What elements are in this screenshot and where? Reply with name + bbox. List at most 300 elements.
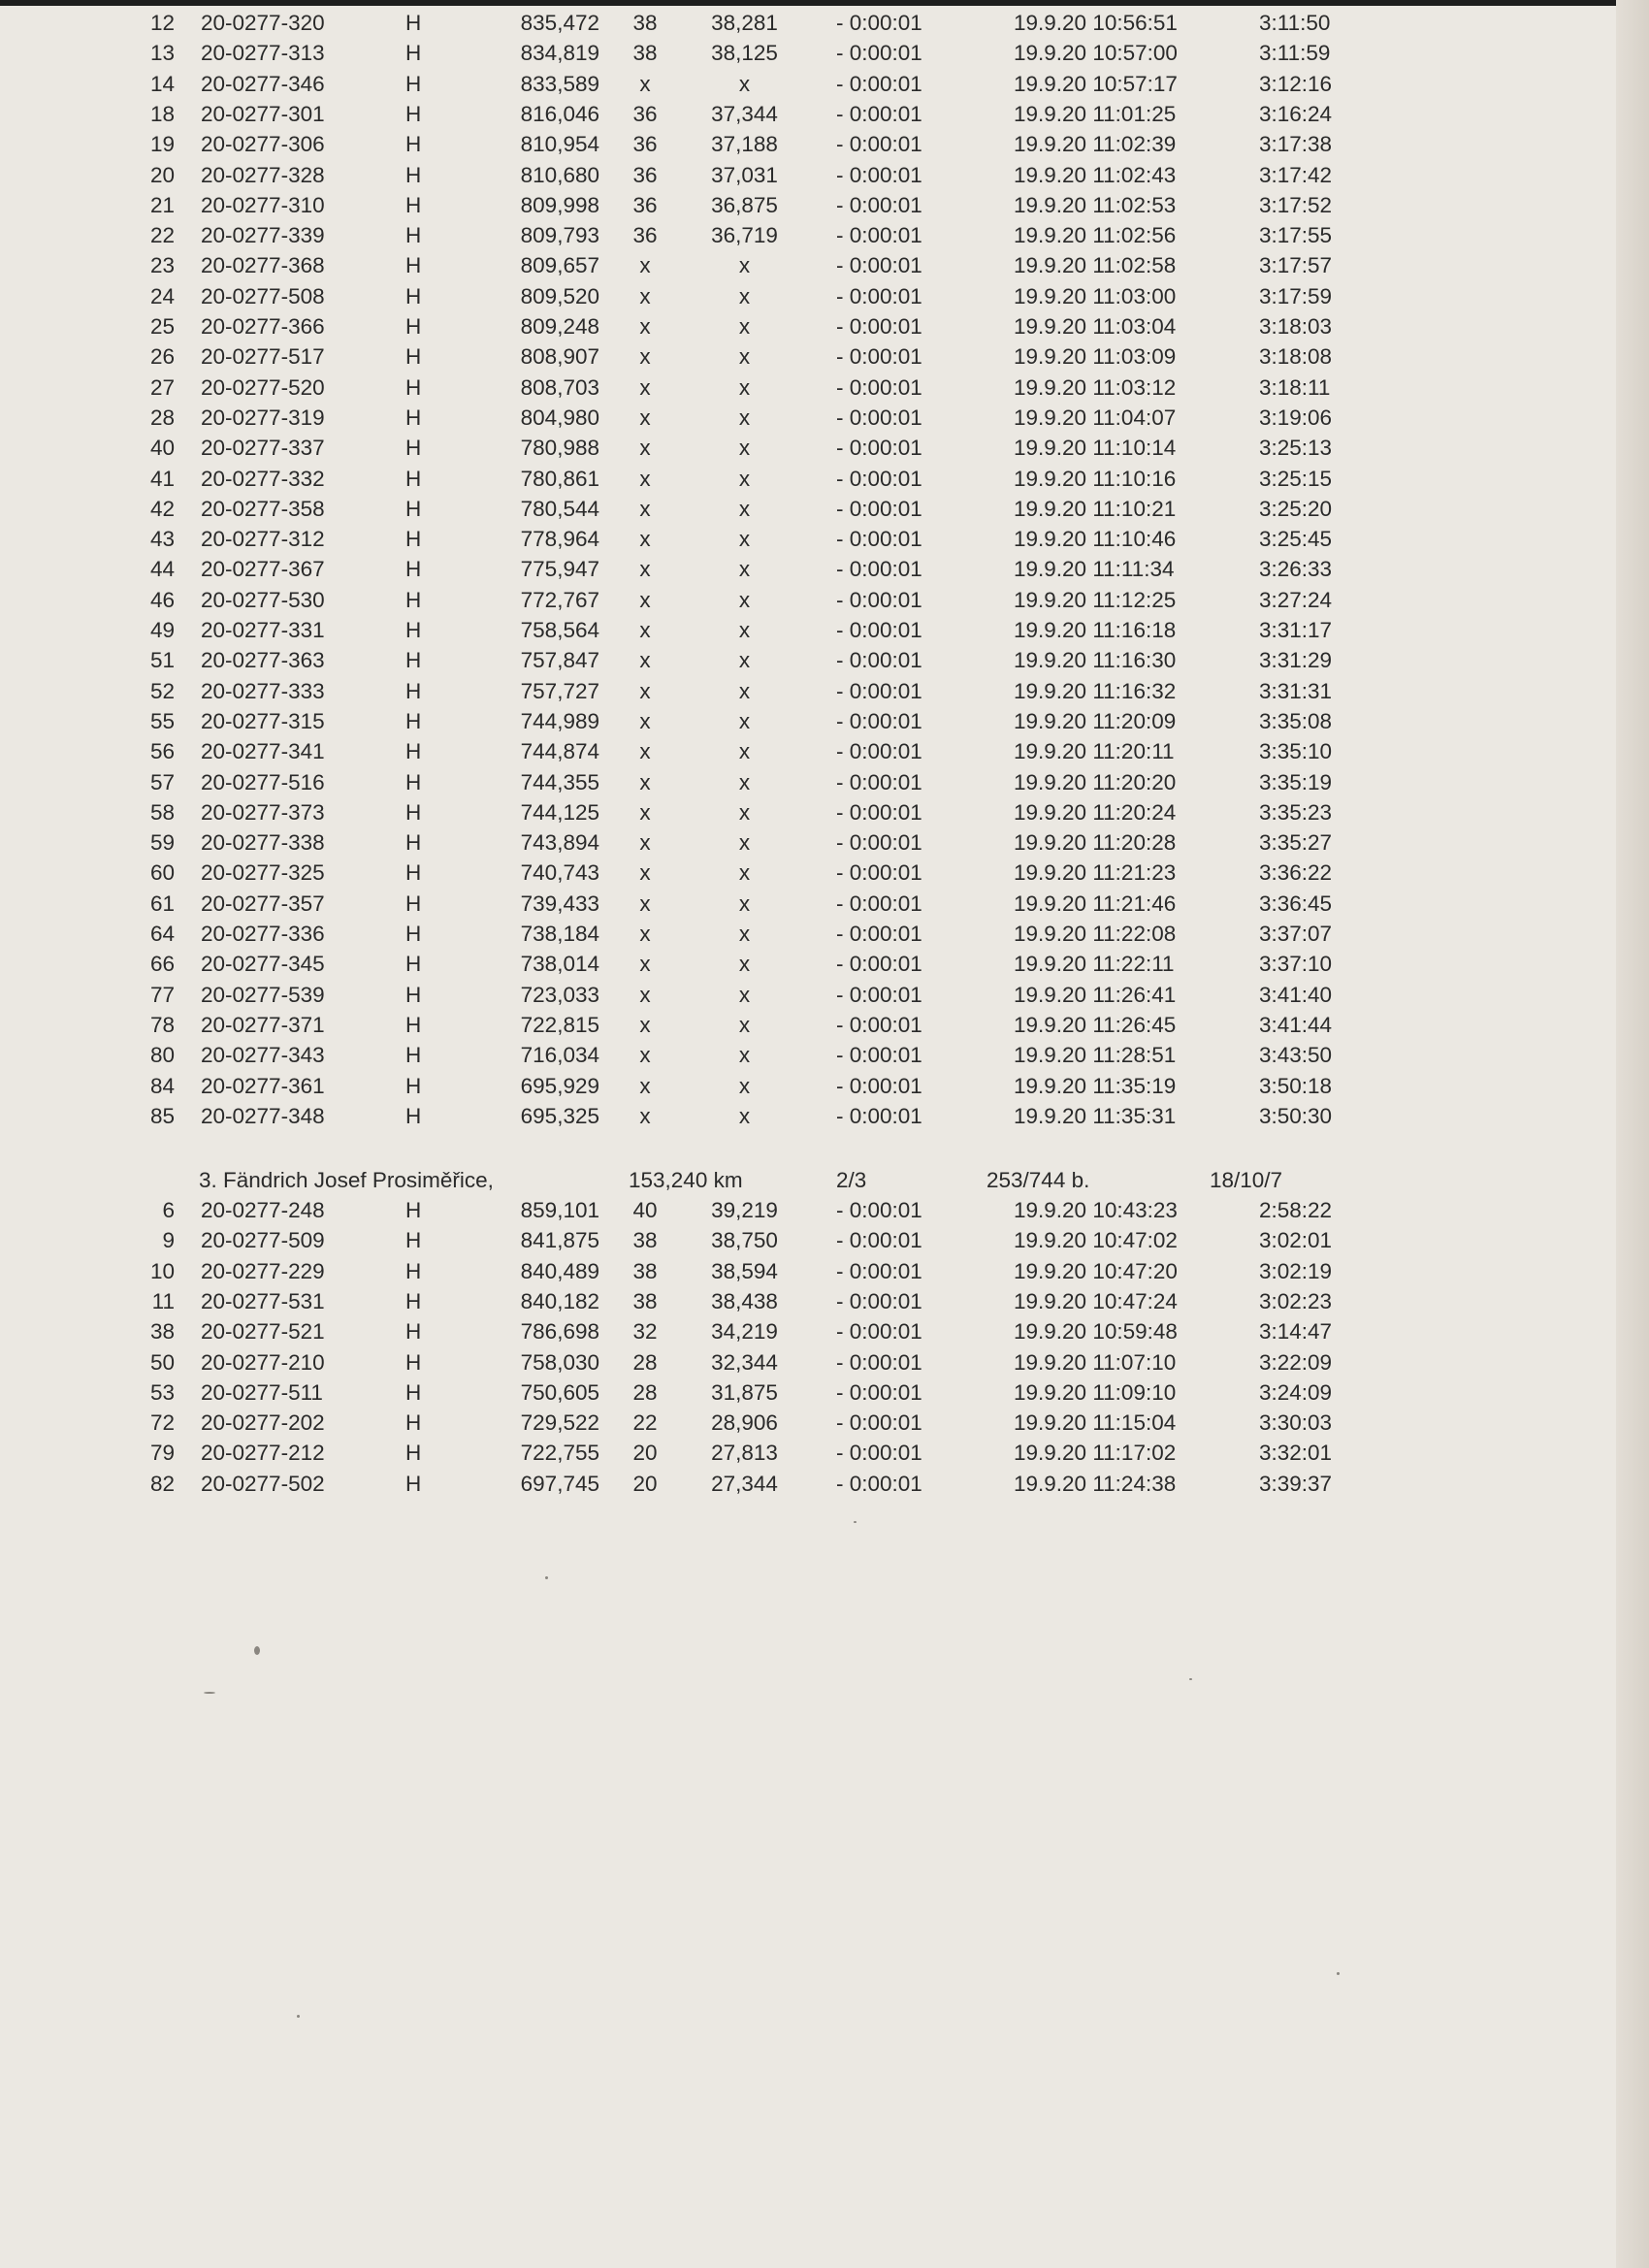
points-b-cell: x — [738, 860, 751, 886]
table-row — [0, 403, 1406, 433]
rank-cell: 40 — [149, 436, 175, 461]
arrival-time-cell: 19.9.20 11:26:45 — [1014, 1012, 1177, 1037]
arrival-time-cell: 19.9.20 11:01:25 — [1014, 101, 1177, 126]
points-b-cell: x — [738, 344, 751, 370]
time-diff-cell: - 0:00:01 — [836, 1349, 922, 1375]
table-row — [0, 311, 1406, 341]
sex-cell: H — [405, 101, 422, 126]
ring-number-cell: 20-0277-531 — [201, 1288, 325, 1313]
sex-cell: H — [405, 283, 422, 308]
arrival-time-cell: 19.9.20 11:26:41 — [1014, 982, 1177, 1007]
speed-cell: 757,727 — [520, 678, 599, 703]
scan-speck — [1337, 1972, 1340, 1975]
points-b-cell: x — [738, 587, 751, 612]
time-diff-cell: - 0:00:01 — [836, 1258, 922, 1283]
arrival-time-cell: 19.9.20 10:47:20 — [1014, 1258, 1178, 1283]
time-diff-cell: - 0:00:01 — [836, 739, 922, 764]
speed-cell: 780,988 — [520, 436, 599, 461]
ring-number-cell: 20-0277-312 — [201, 527, 325, 552]
table-row — [0, 736, 1406, 766]
rank-cell: 77 — [149, 982, 175, 1007]
arrival-time-cell: 19.9.20 11:16:18 — [1014, 618, 1177, 642]
sex-cell: H — [405, 860, 422, 886]
ring-number-cell: 20-0277-337 — [201, 436, 325, 461]
sex-cell: H — [405, 466, 422, 491]
flight-time-cell: 3:25:45 — [1259, 527, 1333, 552]
arrival-time-cell: 19.9.20 10:57:00 — [1014, 41, 1178, 66]
flight-time-cell: 3:17:38 — [1259, 132, 1333, 157]
flight-time-cell: 3:35:10 — [1259, 739, 1333, 764]
flight-time-cell: 3:26:33 — [1259, 557, 1333, 582]
ring-number-cell: 20-0277-520 — [201, 374, 325, 400]
ring-number-cell: 20-0277-202 — [201, 1410, 325, 1436]
ring-number-cell: 20-0277-319 — [201, 405, 325, 430]
arrival-time-cell: 19.9.20 11:02:58 — [1014, 253, 1177, 278]
points-b-cell: x — [738, 982, 751, 1007]
sex-cell: H — [405, 1198, 422, 1222]
rank-cell: 12 — [149, 11, 175, 35]
flight-time-cell: 3:36:45 — [1259, 891, 1333, 916]
rank-cell: 58 — [149, 799, 175, 825]
flight-time-cell: 3:11:59 — [1259, 41, 1331, 66]
rank-cell: 52 — [149, 678, 175, 703]
table-row — [0, 889, 1406, 919]
sex-cell: H — [405, 678, 422, 703]
sex-cell: H — [405, 1441, 422, 1466]
ring-number-cell: 20-0277-371 — [201, 1012, 325, 1037]
table-row — [0, 676, 1406, 706]
table-row — [0, 1101, 1406, 1131]
speed-cell: 740,743 — [520, 860, 599, 886]
flight-time-cell: 3:17:42 — [1259, 162, 1333, 187]
points-b-cell: x — [738, 71, 751, 96]
points-b-cell: x — [738, 527, 751, 552]
arrival-time-cell: 19.9.20 11:28:51 — [1014, 1043, 1177, 1068]
points-a-cell: x — [639, 344, 651, 370]
points-a-cell: x — [639, 891, 651, 916]
ring-number-cell: 20-0277-345 — [201, 952, 325, 977]
speed-cell: 804,980 — [520, 405, 599, 430]
points-a-cell: x — [639, 314, 651, 339]
points-a-cell: 32 — [632, 1319, 658, 1345]
points-a-cell: x — [639, 922, 651, 946]
ring-number-cell: 20-0277-343 — [201, 1043, 325, 1068]
arrival-time-cell: 19.9.20 11:35:31 — [1014, 1103, 1177, 1128]
rank-cell: 80 — [149, 1043, 175, 1068]
speed-cell: 840,182 — [520, 1288, 599, 1313]
rank-cell: 72 — [149, 1410, 175, 1436]
time-diff-cell: - 0:00:01 — [836, 648, 922, 673]
rank-cell: 13 — [149, 41, 175, 66]
points-b-cell: 27,344 — [711, 1471, 778, 1496]
table-row — [0, 858, 1406, 888]
points-b-cell: x — [738, 678, 751, 703]
arrival-time-cell: 19.9.20 11:20:20 — [1014, 769, 1177, 794]
table-row — [0, 554, 1406, 584]
speed-cell: 835,472 — [520, 11, 599, 35]
points-a-cell: x — [639, 739, 651, 764]
arrival-time-cell: 19.9.20 11:09:10 — [1014, 1379, 1177, 1405]
time-diff-cell: - 0:00:01 — [836, 1471, 922, 1496]
table-row — [0, 1438, 1406, 1468]
time-diff-cell: - 0:00:01 — [836, 405, 922, 430]
time-diff-cell: - 0:00:01 — [836, 344, 922, 370]
sex-cell: H — [405, 708, 422, 733]
rank-cell: 50 — [149, 1349, 175, 1375]
points-b-cell: x — [738, 1073, 751, 1098]
flight-time-cell: 3:02:01 — [1259, 1228, 1333, 1253]
points-b-cell: 36,875 — [711, 192, 778, 217]
fraction: 2/3 — [836, 1168, 867, 1192]
ring-number-cell: 20-0277-502 — [201, 1471, 325, 1496]
points-a-cell: x — [639, 982, 651, 1007]
arrival-time-cell: 19.9.20 10:47:24 — [1014, 1288, 1178, 1313]
ring-number-cell: 20-0277-320 — [201, 11, 325, 35]
ring-number-cell: 20-0277-508 — [201, 283, 325, 308]
arrival-time-cell: 19.9.20 11:04:07 — [1014, 405, 1177, 430]
sex-cell: H — [405, 982, 422, 1007]
speed-cell: 841,875 — [520, 1228, 599, 1253]
sex-cell: H — [405, 436, 422, 461]
rank-cell: 14 — [149, 71, 175, 96]
points-b-cell: x — [738, 466, 751, 491]
flight-time-cell: 3:22:09 — [1259, 1349, 1333, 1375]
points-b-cell: 27,813 — [711, 1441, 778, 1466]
points-a-cell: x — [639, 496, 651, 521]
points-a-cell: 38 — [632, 41, 658, 66]
table-row — [0, 585, 1406, 615]
sex-cell: H — [405, 557, 422, 582]
rank-cell: 43 — [149, 527, 175, 552]
sex-cell: H — [405, 891, 422, 916]
ring-number-cell: 20-0277-328 — [201, 162, 325, 187]
ring-number-cell: 20-0277-346 — [201, 71, 325, 96]
arrival-time-cell: 19.9.20 11:20:11 — [1014, 739, 1175, 764]
flight-time-cell: 3:16:24 — [1259, 101, 1333, 126]
points-a-cell: x — [639, 1012, 651, 1037]
scan-top-edge — [0, 0, 1649, 6]
sex-cell: H — [405, 405, 422, 430]
time-diff-cell: - 0:00:01 — [836, 1410, 922, 1436]
flight-time-cell: 3:02:19 — [1259, 1258, 1333, 1283]
rank-cell: 42 — [149, 496, 175, 521]
ring-number-cell: 20-0277-301 — [201, 101, 325, 126]
points-b-cell: 37,188 — [711, 132, 778, 157]
arrival-time-cell: 19.9.20 11:02:43 — [1014, 162, 1177, 187]
sex-cell: H — [405, 496, 422, 521]
arrival-time-cell: 19.9.20 11:16:30 — [1014, 648, 1177, 673]
flight-time-cell: 3:35:08 — [1259, 708, 1333, 733]
table-row — [0, 373, 1406, 403]
time-diff-cell: - 0:00:01 — [836, 192, 922, 217]
ring-number-cell: 20-0277-332 — [201, 466, 325, 491]
rank-cell: 56 — [149, 739, 175, 764]
points-a-cell: 28 — [632, 1379, 658, 1405]
flight-time-cell: 3:50:18 — [1259, 1073, 1333, 1098]
sex-cell: H — [405, 344, 422, 370]
table-row — [0, 250, 1406, 280]
points-a-cell: x — [639, 436, 651, 461]
counts: 18/10/7 — [1210, 1168, 1283, 1192]
rank-cell: 51 — [149, 648, 175, 673]
ring-number-cell: 20-0277-366 — [201, 314, 325, 339]
arrival-time-cell: 19.9.20 11:15:04 — [1014, 1410, 1177, 1436]
time-diff-cell: - 0:00:01 — [836, 527, 922, 552]
table-row — [0, 190, 1406, 220]
sex-cell: H — [405, 587, 422, 612]
time-diff-cell: - 0:00:01 — [836, 557, 922, 582]
points-a-cell: x — [639, 618, 651, 642]
scan-speck — [854, 1521, 857, 1523]
table-row — [0, 281, 1406, 311]
speed-cell: 808,907 — [520, 344, 599, 370]
ring-number-cell: 20-0277-310 — [201, 192, 325, 217]
speed-cell: 744,125 — [520, 799, 599, 825]
table-row — [0, 1408, 1406, 1438]
points-a-cell: 20 — [632, 1441, 658, 1466]
arrival-time-cell: 19.9.20 11:20:09 — [1014, 708, 1177, 733]
flight-time-cell: 3:27:24 — [1259, 587, 1333, 612]
rank-cell: 25 — [149, 314, 175, 339]
flight-time-cell: 3:50:30 — [1259, 1103, 1333, 1128]
ring-number-cell: 20-0277-521 — [201, 1319, 325, 1345]
speed-cell: 809,793 — [520, 223, 599, 248]
points-b-cell: 38,594 — [711, 1258, 778, 1283]
time-diff-cell: - 0:00:01 — [836, 283, 922, 308]
speed-cell: 816,046 — [520, 101, 599, 126]
speed-cell: 758,030 — [520, 1349, 599, 1375]
sex-cell: H — [405, 41, 422, 66]
points-a-cell: x — [639, 1073, 651, 1098]
ring-number-cell: 20-0277-348 — [201, 1103, 325, 1128]
table-row — [0, 1195, 1406, 1225]
points-b-cell: x — [738, 708, 751, 733]
points-b-cell: x — [738, 769, 751, 794]
points-a-cell: x — [639, 952, 651, 977]
points-a-cell: x — [639, 678, 651, 703]
flight-time-cell: 3:39:37 — [1259, 1471, 1333, 1496]
time-diff-cell: - 0:00:01 — [836, 587, 922, 612]
ring-number-cell: 20-0277-511 — [201, 1379, 323, 1405]
distance: 153,240 km — [629, 1168, 743, 1192]
ring-number-cell: 20-0277-325 — [201, 860, 325, 886]
flight-time-cell: 3:17:55 — [1259, 223, 1333, 248]
time-diff-cell: - 0:00:01 — [836, 162, 922, 187]
table-row — [0, 706, 1406, 736]
points-a-cell: x — [639, 648, 651, 673]
sex-cell: H — [405, 1319, 422, 1345]
rank-cell: 85 — [149, 1103, 175, 1128]
ring-number-cell: 20-0277-333 — [201, 678, 325, 703]
table-row — [0, 1316, 1406, 1346]
sex-cell: H — [405, 1103, 422, 1128]
time-diff-cell: - 0:00:01 — [836, 132, 922, 157]
table-row — [0, 1469, 1406, 1499]
arrival-time-cell: 19.9.20 11:16:32 — [1014, 678, 1177, 703]
table-row — [0, 160, 1406, 190]
speed-cell: 808,703 — [520, 374, 599, 400]
time-diff-cell: - 0:00:01 — [836, 830, 922, 856]
time-diff-cell: - 0:00:01 — [836, 314, 922, 339]
arrival-time-cell: 19.9.20 10:43:23 — [1014, 1198, 1178, 1222]
points-a-cell: 28 — [632, 1349, 658, 1375]
rank-cell: 59 — [149, 830, 175, 856]
rank-cell: 21 — [149, 192, 175, 217]
table-row — [0, 1377, 1406, 1408]
ring-number-cell: 20-0277-338 — [201, 830, 325, 856]
arrival-time-cell: 19.9.20 11:10:16 — [1014, 466, 1177, 491]
ring-number-cell: 20-0277-363 — [201, 648, 325, 673]
points-b-cell: x — [738, 739, 751, 764]
rank-cell: 22 — [149, 223, 175, 248]
points-a-cell: x — [639, 1043, 651, 1068]
flight-time-cell: 3:35:19 — [1259, 769, 1333, 794]
points-a-cell: 36 — [632, 223, 658, 248]
sex-cell: H — [405, 739, 422, 764]
points-b-cell: x — [738, 830, 751, 856]
time-diff-cell: - 0:00:01 — [836, 618, 922, 642]
speed-cell: 786,698 — [520, 1319, 599, 1345]
sex-cell: H — [405, 952, 422, 977]
flight-time-cell: 3:31:17 — [1259, 618, 1333, 642]
time-diff-cell: - 0:00:01 — [836, 708, 922, 733]
points-b-cell: 38,750 — [711, 1228, 778, 1253]
sex-cell: H — [405, 922, 422, 946]
points-b-cell: 37,344 — [711, 101, 778, 126]
flight-time-cell: 3:12:16 — [1259, 71, 1333, 96]
time-diff-cell: - 0:00:01 — [836, 1043, 922, 1068]
speed-cell: 695,929 — [520, 1073, 599, 1098]
ring-number-cell: 20-0277-509 — [201, 1228, 325, 1253]
speed-cell: 780,861 — [520, 466, 599, 491]
points-a-cell: x — [639, 708, 651, 733]
points-b-cell: x — [738, 253, 751, 278]
rank-cell: 84 — [149, 1073, 175, 1098]
table-row — [0, 524, 1406, 554]
arrival-time-cell: 19.9.20 11:20:28 — [1014, 830, 1177, 856]
points-b-cell: x — [738, 374, 751, 400]
rank-cell: 19 — [149, 132, 175, 157]
sex-cell: H — [405, 132, 422, 157]
points-b-cell: x — [738, 283, 751, 308]
speed-cell: 840,489 — [520, 1258, 599, 1283]
sex-cell: H — [405, 799, 422, 825]
time-diff-cell: - 0:00:01 — [836, 496, 922, 521]
points-total: 253/744 b. — [986, 1168, 1090, 1192]
flight-time-cell: 3:41:40 — [1259, 982, 1333, 1007]
time-diff-cell: - 0:00:01 — [836, 71, 922, 96]
speed-cell: 758,564 — [520, 618, 599, 642]
points-b-cell: x — [738, 557, 751, 582]
sex-cell: H — [405, 618, 422, 642]
points-a-cell: 38 — [632, 1258, 658, 1283]
arrival-time-cell: 19.9.20 11:02:56 — [1014, 223, 1177, 248]
arrival-time-cell: 19.9.20 10:59:48 — [1014, 1319, 1178, 1345]
arrival-time-cell: 19.9.20 11:35:19 — [1014, 1073, 1177, 1098]
flight-time-cell: 3:17:52 — [1259, 192, 1333, 217]
ring-number-cell: 20-0277-331 — [201, 618, 325, 642]
table-row — [0, 919, 1406, 949]
speed-cell: 722,755 — [520, 1441, 599, 1466]
points-b-cell: x — [738, 952, 751, 977]
points-a-cell: x — [639, 527, 651, 552]
time-diff-cell: - 0:00:01 — [836, 1073, 922, 1098]
speed-cell: 757,847 — [520, 648, 599, 673]
points-a-cell: 38 — [632, 1228, 658, 1253]
sex-cell: H — [405, 71, 422, 96]
points-b-cell: 38,281 — [711, 11, 778, 35]
rank-cell: 53 — [149, 1379, 175, 1405]
flight-time-cell: 3:35:23 — [1259, 799, 1333, 825]
sex-cell: H — [405, 1379, 422, 1405]
sex-cell: H — [405, 769, 422, 794]
time-diff-cell: - 0:00:01 — [836, 223, 922, 248]
flight-time-cell: 3:30:03 — [1259, 1410, 1333, 1436]
flight-time-cell: 3:17:59 — [1259, 283, 1333, 308]
ring-number-cell: 20-0277-315 — [201, 708, 325, 733]
points-a-cell: x — [639, 860, 651, 886]
flight-time-cell: 3:11:50 — [1259, 11, 1331, 35]
time-diff-cell: - 0:00:01 — [836, 1103, 922, 1128]
time-diff-cell: - 0:00:01 — [836, 860, 922, 886]
arrival-time-cell: 19.9.20 11:03:09 — [1014, 344, 1177, 370]
points-a-cell: x — [639, 71, 651, 96]
sex-cell: H — [405, 253, 422, 278]
sex-cell: H — [405, 192, 422, 217]
speed-cell: 744,989 — [520, 708, 599, 733]
time-diff-cell: - 0:00:01 — [836, 1441, 922, 1466]
speed-cell: 716,034 — [520, 1043, 599, 1068]
sex-cell: H — [405, 1410, 422, 1436]
rank-cell: 24 — [149, 283, 175, 308]
table-row — [0, 99, 1406, 129]
time-diff-cell: - 0:00:01 — [836, 374, 922, 400]
points-b-cell: 39,219 — [711, 1198, 778, 1222]
rank-cell: 61 — [149, 891, 175, 916]
time-diff-cell: - 0:00:01 — [836, 891, 922, 916]
flight-time-cell: 3:25:15 — [1259, 466, 1333, 491]
arrival-time-cell: 19.9.20 11:10:14 — [1014, 436, 1177, 461]
points-b-cell: 32,344 — [711, 1349, 778, 1375]
rank-cell: 49 — [149, 618, 175, 642]
points-b-cell: x — [738, 436, 751, 461]
points-b-cell: x — [738, 1012, 751, 1037]
arrival-time-cell: 19.9.20 11:02:53 — [1014, 192, 1177, 217]
speed-cell: 833,589 — [520, 71, 599, 96]
scan-right-edge — [1616, 0, 1649, 2268]
speed-cell: 778,964 — [520, 527, 599, 552]
rank-cell: 38 — [149, 1319, 175, 1345]
points-a-cell: x — [639, 587, 651, 612]
flight-time-cell: 3:18:11 — [1259, 374, 1331, 400]
speed-cell: 834,819 — [520, 41, 599, 66]
time-diff-cell: - 0:00:01 — [836, 1319, 922, 1345]
ring-number-cell: 20-0277-358 — [201, 496, 325, 521]
arrival-time-cell: 19.9.20 11:11:34 — [1014, 557, 1175, 582]
points-b-cell: 31,875 — [711, 1379, 778, 1405]
arrival-time-cell: 19.9.20 11:17:02 — [1014, 1441, 1177, 1466]
flight-time-cell: 2:58:22 — [1259, 1198, 1333, 1222]
sex-cell: H — [405, 314, 422, 339]
points-b-cell: x — [738, 618, 751, 642]
speed-cell: 695,325 — [520, 1103, 599, 1128]
rank-cell: 27 — [149, 374, 175, 400]
points-a-cell: 38 — [632, 1288, 658, 1313]
rank-cell: 57 — [149, 769, 175, 794]
speed-cell: 809,248 — [520, 314, 599, 339]
flight-time-cell: 3:32:01 — [1259, 1441, 1333, 1466]
speed-cell: 809,998 — [520, 192, 599, 217]
